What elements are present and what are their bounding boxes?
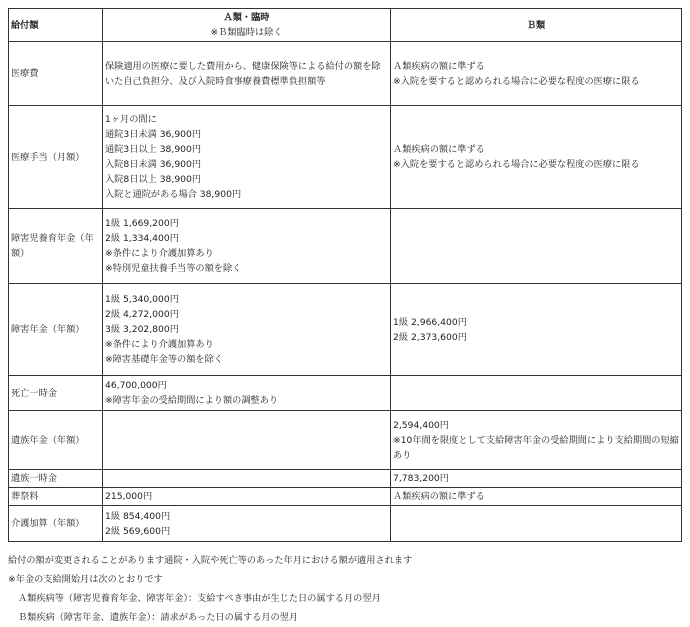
header-label: 給付額 xyxy=(9,9,103,42)
table-row xyxy=(9,106,682,209)
row-col-b xyxy=(391,209,682,284)
row-col-a xyxy=(103,506,391,542)
cell-line: 1ヶ月の間に xyxy=(105,114,157,125)
cell-line: ※条件により介護加算あり xyxy=(105,339,214,350)
cell-line: 2級 2,373,600円 xyxy=(393,331,467,343)
cell-line: 1級 5,340,000円 xyxy=(105,294,179,305)
row-col-a xyxy=(103,488,391,506)
table-row xyxy=(9,470,682,488)
row-label: 介護加算（年額） xyxy=(9,506,103,542)
cell-line: 通院3日以上 38,900円 xyxy=(105,144,202,155)
note-line-1: 給付の額が変更されることがあります通院・入院や死亡等のあった年月における額が適用されます xyxy=(8,555,413,566)
cell-line: ※特別児童扶養手当等の額を除く xyxy=(105,263,242,274)
row-label: 医療費 xyxy=(9,42,103,106)
cell-line: 1級 2,966,400円 xyxy=(393,316,467,328)
cell-line: ※10年間を限度として支給障害年金の受給期間により支給期間の短縮あり xyxy=(393,434,679,461)
header-col-a xyxy=(103,9,391,42)
cell-line: 2級 4,272,000円 xyxy=(105,309,179,320)
cell-line: 2級 569,600円 xyxy=(105,525,171,537)
table-row xyxy=(9,376,682,411)
table-row xyxy=(9,488,682,506)
row-col-b xyxy=(391,284,682,376)
row-label: 死亡一時金 xyxy=(9,376,103,411)
row-col-a xyxy=(103,106,391,209)
cell-line: 2級 1,334,400円 xyxy=(105,233,179,244)
cell-line: 通院3日未満 36,900円 xyxy=(105,129,202,140)
row-col-a xyxy=(103,411,391,470)
cell-line: ※障害年金の受給期間により額の調整あり xyxy=(105,395,279,406)
cell-line: Ａ類疾病の額に準ずる xyxy=(393,60,485,72)
row-label: 葬祭料 xyxy=(9,488,103,506)
row-col-b xyxy=(391,42,682,106)
row-label: 障害年金（年額） xyxy=(9,284,103,376)
cell-line: 215,000円 xyxy=(105,491,153,502)
cell-line: ※障害基礎年金等の額を除く xyxy=(105,354,223,365)
row-label: 遺族年金（年額） xyxy=(9,411,103,470)
cell-line: Ａ類疾病の額に準ずる xyxy=(393,144,485,155)
benefit-table xyxy=(8,8,682,542)
cell-line: 入院8日以上 38,900円 xyxy=(105,174,202,185)
row-label: 医療手当（月額） xyxy=(9,106,103,209)
row-col-a xyxy=(103,470,391,488)
table-row xyxy=(9,506,682,542)
row-col-b xyxy=(391,376,682,411)
note-line-4: Ｂ類疾病（障害年金、遺族年金）：請求があった日の属する月の翌月 xyxy=(18,612,299,623)
row-col-a xyxy=(103,42,391,106)
table-body xyxy=(9,42,682,542)
row-label: 遺族一時金 xyxy=(9,470,103,488)
row-col-a xyxy=(103,376,391,411)
cell-line: 2,594,400円 xyxy=(393,419,449,431)
header-col-a-sub: ※Ｂ類臨時は除く xyxy=(210,27,283,38)
cell-line: 7,783,200円 xyxy=(393,473,449,484)
row-col-a xyxy=(103,209,391,284)
row-col-b xyxy=(391,411,682,470)
row-col-b xyxy=(391,488,682,506)
row-col-a xyxy=(103,284,391,376)
header-col-b: Ｂ類 xyxy=(391,9,682,42)
table-row xyxy=(9,411,682,470)
cell-line: 46,700,000円 xyxy=(105,380,167,391)
header-col-a-title: Ａ類・臨時 xyxy=(223,12,270,23)
row-label: 障害児養育年金（年額） xyxy=(9,209,103,284)
table-row xyxy=(9,284,682,376)
cell-line: 1級 854,400円 xyxy=(105,510,171,522)
note-line-2: ※年金の支給開始月は次のとおりです xyxy=(8,574,163,585)
cell-line: Ａ類疾病の額に準ずる xyxy=(393,491,485,502)
cell-line: ※入院を要すると認められる場合に必要な程度の医療に限る xyxy=(393,75,640,87)
cell-line: 1級 1,669,200円 xyxy=(105,218,179,229)
row-col-b xyxy=(391,470,682,488)
row-col-b xyxy=(391,106,682,209)
table-row xyxy=(9,209,682,284)
table-header-row xyxy=(9,9,682,42)
cell-line: 入院と通院がある場合 38,900円 xyxy=(105,189,242,200)
cell-line: 入院8日未満 36,900円 xyxy=(105,159,202,170)
notes xyxy=(8,551,681,627)
table-row xyxy=(9,42,682,106)
cell-line: 保険適用の医療に要した費用から、健康保険等による給付の額を除いた自己負担分、及び入院時食事療養費標準負担額等 xyxy=(105,60,381,87)
cell-line: 3級 3,202,800円 xyxy=(105,324,179,335)
note-line-3: Ａ類疾病等（障害児養育年金、障害年金）：支給すべき事由が生じた日の属する月の翌月 xyxy=(18,593,381,604)
cell-line: ※入院を要すると認められる場合に必要な程度の医療に限る xyxy=(393,159,640,170)
cell-line: ※条件により介護加算あり xyxy=(105,248,214,259)
row-col-b xyxy=(391,506,682,542)
